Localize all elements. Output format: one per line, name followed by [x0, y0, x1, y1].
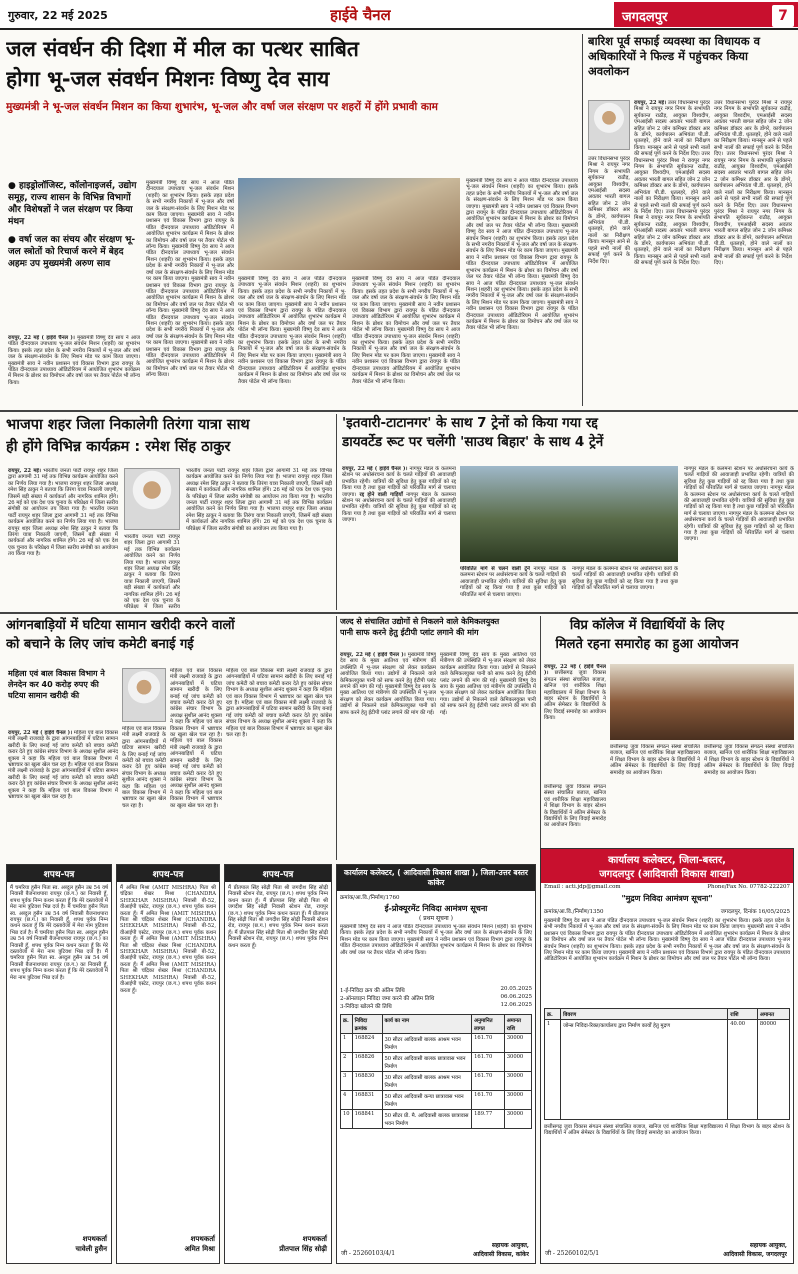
- sidebar-body-col-2: उत्तर विधानसभा पुरंदर मिश्रा ने रायपुर नगर निगम के सभापति सूर्यकान्त राठौड़, आयुक्त विश्वदीप, एमआईसी सदस्य अवतार भारती बागल सहित जोन 2 जोन कमिश्नर डॉक्टर आर के डोंगरे, कार्यपालन अभियंता पी.डी. धृतलहरे, होने वाले नालों का निरीक्षण किया। मानसून आने से पहले सभी नालों की सफाई पूर्ण करने के निर्देश दिए। उत्तर विधानसभा पुरंदर मिश्रा ने रायपुर नगर निगम के सभापति सूर्यकान्त राठौड़, आयुक्त विश्वदीप, एमआईसी सदस्य अवतार भारती बागल सहित जोन 2 जोन कमिश्नर डॉक्टर आर के डोंगरे, कार्यपालन अभियंता पी.डी. धृतलहरे, होने वाले नालों का निरीक्षण किया। मानसून आने से पहले सभी नालों की सफाई पूर्ण करने के निर्देश दिए। उत्तर विधानसभा पुरंदर मिश्रा ने रायपुर नगर निगम के सभापति सूर्यकान्त राठौड़, आयुक्त विश्वदीप, एमआईसी सदस्य अवतार भारती बागल सहित जोन 2 जोन कमिश्नर डॉक्टर आर के डोंगरे, कार्यपालन अभियंता पी.डी. धृतलहरे, होने वाले नालों का निरीक्षण किया। मानसून आने से पहले सभी नालों की सफाई पूर्ण करने के निर्देश दिए।: [714, 100, 792, 267]
- sidebar-headline-block: [588, 34, 792, 98]
- tender2-office-line-2: जगदलपुर (आदिवासी विकास शाखा): [599, 869, 735, 880]
- section-divider: [0, 612, 798, 614]
- tender2-intro: मुख्यमंत्री विष्णु देव साय ने आज पंडित दीनदयाल उपाध्याय भू-जल संवर्धन मिशन (शहरी) का शुभारंभ किया। इसके तहत प्रदेश के सभी नगरीय निकायों में भू-जल और वर्षा जल के संरक्षण-संवर्धन के लिए मिशन मोड पर काम किया जाएगा। मुख्यमंत्री साय ने नवीन प्रशासन एवं विकास विभाग द्वारा रायपुर के पंडित दीनदयाल उपाध्याय ऑडिटोरियम में आयोजित शुभारंभ कार्यक्रम में मिशन के ब्रोशर का विमोचन और वर्षा जल पर तैयार पोर्टल भी लॉन्च किया। मुख्यमंत्री विष्णु देव साय ने आज पंडित दीनदयाल उपाध्याय भू-जल संवर्धन मिशन (शहरी) का शुभारंभ किया। इसके तहत प्रदेश के सभी नगरीय निकायों में भू-जल और वर्षा जल के संरक्षण-संवर्धन के लिए मिशन मोड पर काम किया जाएगा। मुख्यमंत्री साय ने नवीन प्रशासन एवं विकास विभाग द्वारा रायपुर के पंडित दीनदयाल उपाध्याय ऑडिटोरियम में आयोजित शुभारंभ कार्यक्रम में मिशन के ब्रोशर का विमोचन और वर्षा जल पर तैयार पोर्टल भी लॉन्च किया।: [544, 918, 790, 963]
- tender-intro: मुख्यमंत्री विष्णु देव साय ने आज पंडित दीनदयाल उपाध्याय भू-जल संवर्धन मिशन (शहरी) का शुभारंभ किया। इसके तहत प्रदेश के सभी नगरीय निकायों में भू-जल और वर्षा जल के संरक्षण-संवर्धन के लिए मिशन मोड पर काम किया जाएगा। मुख्यमंत्री साय ने नवीन प्रशासन एवं विकास विभाग द्वारा रायपुर के पंडित दीनदयाल उपाध्याय ऑडिटोरियम में आयोजित शुभारंभ कार्यक्रम में मिशन के ब्रोशर का विमोचन और वर्षा जल पर तैयार पोर्टल भी लॉन्च किया।: [340, 924, 532, 956]
- table-header: क्र.: [341, 1015, 353, 1034]
- affidavit-notice-1: [6, 864, 112, 1264]
- table-row: 1 168824 30 सीटर आदिवासी बालक आश्रम भवन निर्माण 161.70 30000: [341, 1034, 532, 1053]
- tender-table-wrap: [337, 1012, 535, 1131]
- lead-photo: [238, 178, 460, 270]
- affidavit-signer-label: शपथकर्ता: [82, 1234, 107, 1243]
- tender2-phone: Phone/Fax No. 07782-222207: [707, 884, 790, 890]
- etp-headline-2: पानी साफ करने हेतु ईटीपी प्लांट लगाने की मांग: [340, 628, 479, 637]
- train-photo: [460, 466, 678, 562]
- table-row: 2 168826 50 सीटर आदिवासी बालक छात्रावास भवन निर्माण 161.70 30000: [341, 1053, 532, 1072]
- table-row: 10 168841 50 सीटर प्री. मै. आदिवासी बालक छात्रावास भवन निर्माण 189.77 30000: [341, 1110, 532, 1129]
- tender-date-row: 1-ई-निविदा क्रय की अंतिम तिथि 20.05.2025: [340, 986, 532, 994]
- trains-body-col-3: नागपुर मंडल के कलमना स्टेशन पर अधोसंरचना कार्य के चलते गाड़ियों की आवाजाही प्रभावित रहेगी। यात्रियों की सुविधा हेतु कुछ गाड़ियों को रद्द किया गया है तथा कुछ गाड़ियों को परिवर्तित मार्ग से चलाया जाएगा।: [572, 566, 678, 592]
- lead-bullet-1: ● हाइड्रोलॉजिस्ट, कॉलोनाइजर्स, उद्योग समूह, राज्य शासन के विभिन्न विभागों और विशेषज्ञों ने जल संरक्षण पर किया मंथन: [8, 181, 137, 227]
- trains-body-col-4: नागपुर मंडल के कलमना स्टेशन पर अधोसंरचना कार्य के चलते गाड़ियों की आवाजाही प्रभावित रहेगी। यात्रियों की सुविधा हेतु कुछ गाड़ियों को रद्द किया गया है तथा कुछ गाड़ियों को परिवर्तित मार्ग से चलाया जाएगा। नागपुर मंडल के कलमना स्टेशन पर अधोसंरचना कार्य के चलते गाड़ियों की आवाजाही प्रभावित रहेगी। यात्रियों की सुविधा हेतु कुछ गाड़ियों को रद्द किया गया है तथा कुछ गाड़ियों को परिवर्तित मार्ग से चलाया जाएगा। नागपुर मंडल के कलमना स्टेशन पर अधोसंरचना कार्य के चलते गाड़ियों की आवाजाही प्रभावित रहेगी। यात्रियों की सुविधा हेतु कुछ गाड़ियों को रद्द किया गया है तथा कुछ गाड़ियों को परिवर्तित मार्ग से चलाया जाएगा।: [684, 466, 794, 543]
- aganwadi-dateline: रायपुर, 22 मई ( हाईवे चैनल )।: [8, 730, 73, 736]
- etp-headline-1: जल्द से संचालित उद्योगों से निकलने वाले केमिकलयुक्त: [340, 617, 500, 626]
- table-row: 4 168831 50 सीटर आदिवासी कन्या छात्रावास भवन निर्माण 161.70 30000: [341, 1091, 532, 1110]
- tender-signature-2: आदिवासी विकास, कांकेर: [473, 1251, 529, 1258]
- tender-table: [340, 1014, 532, 1129]
- lead-body-col-3: मुख्यमंत्री विष्णु देव साय ने आज पंडित दीनदयाल उपाध्याय भू-जल संवर्धन मिशन (शहरी) का शुभारंभ किया। इसके तहत प्रदेश के सभी नगरीय निकायों में भू-जल और वर्षा जल के संरक्षण-संवर्धन के लिए मिशन मोड पर काम किया जाएगा। मुख्यमंत्री साय ने नवीन प्रशासन एवं विकास विभाग द्वारा रायपुर के पंडित दीनदयाल उपाध्याय ऑडिटोरियम में आयोजित शुभारंभ कार्यक्रम में मिशन के ब्रोशर का विमोचन और वर्षा जल पर तैयार पोर्टल भी लॉन्च किया। मुख्यमंत्री विष्णु देव साय ने आज पंडित दीनदयाल उपाध्याय भू-जल संवर्धन मिशन (शहरी) का शुभारंभ किया। इसके तहत प्रदेश के सभी नगरीय निकायों में भू-जल और वर्षा जल के संरक्षण-संवर्धन के लिए मिशन मोड पर काम किया जाएगा। मुख्यमंत्री साय ने नवीन प्रशासन एवं विकास विभाग द्वारा रायपुर के पंडित दीनदयाल उपाध्याय ऑडिटोरियम में आयोजित शुभारंभ कार्यक्रम में मिशन के ब्रोशर का विमोचन और वर्षा जल पर तैयार पोर्टल भी लॉन्च किया।: [238, 276, 346, 385]
- tender2-date: जगदलपुर, दिनांक 16/05/2025: [720, 909, 790, 915]
- aganwadi-body-col-1: रायपुर, 22 मई ( हाईवे चैनल )। महिला एवं बाल विकास मंत्री लक्ष्मी राजवाड़े के द्वारा आंगनबाड़ियों में घटिया सामान खरीदी के लिए बनाई गई जांच कमेटी को बचाव कमेटी करार देते हुए कांग्रेस संचार विभाग के अध्यक्ष सुशील आनंद शुक्ला ने कहा कि महिला एवं बाल विकास विभाग में भ्रष्टाचार का खुला खेल चल रहा है। महिला एवं बाल विकास मंत्री लक्ष्मी राजवाड़े के द्वारा आंगनबाड़ियों में घटिया सामान खरीदी के लिए बनाई गई जांच कमेटी को बचाव कमेटी करार देते हुए कांग्रेस संचार विभाग के अध्यक्ष सुशील आनंद शुक्ला ने कहा कि महिला एवं बाल विकास विभाग में भ्रष्टाचार का खुला खेल चल रहा है।: [8, 730, 118, 801]
- table-row: 1 जोन्स निविदा-रिक्त/कार्यालय द्वारा निर्माण कार्यों हेतु मुद्रण 40.00 80000: [545, 1020, 790, 1120]
- vipra-group-photo: [610, 664, 794, 740]
- aganwadi-body-col-2b: महिला एवं बाल विकास मंत्री लक्ष्मी राजवाड़े के द्वारा आंगनबाड़ियों में घटिया सामान खरीदी के लिए बनाई गई जांच कमेटी को बचाव कमेटी करार देते हुए कांग्रेस संचार विभाग के अध्यक्ष सुशील आनंद शुक्ला ने कहा कि महिला एवं बाल विकास विभाग में भ्रष्टाचार का खुला खेल चल रहा है।: [122, 726, 166, 809]
- affidavit-body: मैं चमरिया हुसैन पिता स्व. अब्दुल हुसैन उम्र 54 वर्ष निवासी बैजनाथपारा रायपुर (छ.ग.) का निवासी हूँ, शपथ पूर्वक निम्न कथन करता हूँ कि मेरे दस्तावेजों में मेरा नाम त्रुटिवश भिन्न दर्ज है। मैं चमरिया हुसैन पिता स्व. अब्दुल हुसैन उम्र 54 वर्ष निवासी बैजनाथपारा रायपुर (छ.ग.) का निवासी हूँ, शपथ पूर्वक निम्न कथन करता हूँ कि मेरे दस्तावेजों में मेरा नाम त्रुटिवश भिन्न दर्ज है। मैं चमरिया हुसैन पिता स्व. अब्दुल हुसैन उम्र 54 वर्ष निवासी बैजनाथपारा रायपुर (छ.ग.) का निवासी हूँ, शपथ पूर्वक निम्न कथन करता हूँ कि मेरे दस्तावेजों में मेरा नाम त्रुटिवश भिन्न दर्ज है। मैं चमरिया हुसैन पिता स्व. अब्दुल हुसैन उम्र 54 वर्ष निवासी बैजनाथपारा रायपुर (छ.ग.) का निवासी हूँ, शपथ पूर्वक निम्न कथन करता हूँ कि मेरे दस्तावेजों में मेरा नाम त्रुटिवश भिन्न दर्ज है।: [10, 885, 108, 981]
- lead-headline-line-2: होगा भू-जल संवर्धन मिशनः विष्णु देव साय: [6, 67, 330, 91]
- aganwadi-portrait: [122, 668, 166, 722]
- lead-headline-line-1: जल संवर्धन की दिशा में मील का पत्थर साबित: [6, 37, 359, 61]
- trains-headline-2: डायवर्टेड रूट पर चलेंगी 'साउथ बिहार' के साथ 4 ट्रेनें: [342, 434, 604, 450]
- affidavit-notice-3: [224, 864, 332, 1264]
- aganwadi-body-col-2: महिला एवं बाल विकास मंत्री लक्ष्मी राजवाड़े के द्वारा आंगनबाड़ियों में घटिया सामान खरीदी के लिए बनाई गई जांच कमेटी को बचाव कमेटी करार देते हुए कांग्रेस संचार विभाग के अध्यक्ष सुशील आनंद शुक्ला ने कहा कि महिला एवं बाल विकास विभाग में भ्रष्टाचार का खुला खेल चल रहा है। महिला एवं बाल विकास मंत्री लक्ष्मी राजवाड़े के द्वारा आंगनबाड़ियों में घटिया सामान खरीदी के लिए बनाई गई जांच कमेटी को बचाव कमेटी करार देते हुए कांग्रेस संचार विभाग के अध्यक्ष सुशील आनंद शुक्ला ने कहा कि महिला एवं बाल विकास विभाग में भ्रष्टाचार का खुला खेल चल रहा है।: [170, 668, 222, 809]
- affidavit-signer-name: प्रीतपाल सिंह सोढ़ी: [279, 1244, 327, 1253]
- aganwadi-headline-1: आंगनबाड़ियों में घटिया सामान खरीदी करने वालों: [6, 618, 235, 633]
- affidavit-notice-2: [116, 864, 220, 1264]
- tender-notice-kanker: [336, 864, 536, 1264]
- affidavit-title: शपथ-पत्र: [117, 865, 219, 882]
- aganwadi-headline-2: को बचाने के लिए जांच कमेटी बनाई गई: [6, 637, 194, 652]
- lead-body-text: मुख्यमंत्री विष्णु देव साय ने आज पंडित दीनदयाल उपाध्याय भू-जल संवर्धन मिशन (शहरी) का शुभारंभ किया। इसके तहत प्रदेश के सभी नगरीय निकायों में भू-जल और वर्षा जल के संरक्षण-संवर्धन के लिए मिशन मोड पर काम किया जाएगा। मुख्यमंत्री साय ने नवीन प्रशासन एवं विकास विभाग द्वारा रायपुर के पंडित दीनदयाल उपाध्याय ऑडिटोरियम में आयोजित शुभारंभ कार्यक्रम में मिशन के ब्रोशर का विमोचन और वर्षा जल पर तैयार पोर्टल भी लॉन्च किया।: [8, 335, 140, 386]
- vipra-body-col-3: छत्तीसगढ़ जुवा विकास संगठन संस्था संचालित बजाज, खनिज एवं शारीरिक शिक्षा महाविद्यालय में शिक्षा विभाग के बाहर स्टेशन के विद्यार्थियों ने अंतिम सेमेस्टर के विद्यार्थियों के लिए विदाई समारोह का आयोजन किया।: [704, 744, 794, 776]
- tiranga-body-col-1: रायपुर, 22 मई। भारतीय जनता पार्टी रायपुर शहर जिला द्वारा आगामी 31 मई तक विभिन्न कार्यक्रम आयोजित करने का निर्णय लिया गया है। भाजपा रायपुर शहर जिला अध्यक्ष रमेश सिंह ठाकुर ने बताया कि तिरंगा यात्रा निकाली जाएगी, जिसमें बड़ी संख्या में कार्यकर्ता और नागरिक शामिल होंगे। 26 मई को एक देश एक चुनाव के परिप्रेक्ष्य में जिला स्तरीय संगोष्ठी का आयोजन तय किया गया है। भारतीय जनता पार्टी रायपुर शहर जिला द्वारा आगामी 31 मई तक विभिन्न कार्यक्रम आयोजित करने का निर्णय लिया गया है। भाजपा रायपुर शहर जिला अध्यक्ष रमेश सिंह ठाकुर ने बताया कि तिरंगा यात्रा निकाली जाएगी, जिसमें बड़ी संख्या में कार्यकर्ता और नागरिक शामिल होंगे। 26 मई को एक देश एक चुनाव के परिप्रेक्ष्य में जिला स्तरीय संगोष्ठी का आयोजन तय किया गया है।: [8, 468, 118, 558]
- column-divider: [336, 414, 337, 610]
- lead-body-col-2: मुख्यमंत्री विष्णु देव साय ने आज पंडित दीनदयाल उपाध्याय भू-जल संवर्धन मिशन (शहरी) का शुभारंभ किया। इसके तहत प्रदेश के सभी नगरीय निकायों में भू-जल और वर्षा जल के संरक्षण-संवर्धन के लिए मिशन मोड पर काम किया जाएगा। मुख्यमंत्री साय ने नवीन प्रशासन एवं विकास विभाग द्वारा रायपुर के पंडित दीनदयाल उपाध्याय ऑडिटोरियम में आयोजित शुभारंभ कार्यक्रम में मिशन के ब्रोशर का विमोचन और वर्षा जल पर तैयार पोर्टल भी लॉन्च किया। मुख्यमंत्री विष्णु देव साय ने आज पंडित दीनदयाल उपाध्याय भू-जल संवर्धन मिशन (शहरी) का शुभारंभ किया। इसके तहत प्रदेश के सभी नगरीय निकायों में भू-जल और वर्षा जल के संरक्षण-संवर्धन के लिए मिशन मोड पर काम किया जाएगा। मुख्यमंत्री साय ने नवीन प्रशासन एवं विकास विभाग द्वारा रायपुर के पंडित दीनदयाल उपाध्याय ऑडिटोरियम में आयोजित शुभारंभ कार्यक्रम में मिशन के ब्रोशर का विमोचन और वर्षा जल पर तैयार पोर्टल भी लॉन्च किया। मुख्यमंत्री विष्णु देव साय ने आज पंडित दीनदयाल उपाध्याय भू-जल संवर्धन मिशन (शहरी) का शुभारंभ किया। इसके तहत प्रदेश के सभी नगरीय निकायों में भू-जल और वर्षा जल के संरक्षण-संवर्धन के लिए मिशन मोड पर काम किया जाएगा। मुख्यमंत्री साय ने नवीन प्रशासन एवं विकास विभाग द्वारा रायपुर के पंडित दीनदयाल उपाध्याय ऑडिटोरियम में आयोजित शुभारंभ कार्यक्रम में मिशन के ब्रोशर का विमोचन और वर्षा जल पर तैयार पोर्टल भी लॉन्च किया।: [146, 180, 234, 379]
- vipra-headline-block: [500, 616, 794, 660]
- tender2-terms: छत्तीसगढ़ जुवा विकास संगठन संस्था संचालित बजाज, खनिज एवं शारीरिक शिक्षा महाविद्यालय में शिक्षा विभाग के बाहर स्टेशन के विद्यार्थियों ने अंतिम सेमेस्टर के विद्यार्थियों के लिए विदाई समारोह का आयोजन किया।: [544, 1124, 790, 1137]
- city-label: जगदलपुर: [622, 10, 668, 25]
- table-header: क्र.: [545, 1009, 561, 1020]
- affidavit-signer-label: शपथकर्ता: [302, 1234, 327, 1243]
- trains-headline-block: [342, 414, 794, 464]
- etp-body-col-1: रायपुर, 22 मई ( हाईवे चैनल )। मुख्यमंत्री विष्णु देव साय के मुख्य आतिथ्य एवं मंत्रीगण की उपस्थिति में भू-जल संरक्षण को लेकर कार्यक्रम आयोजित किया गया। उद्योगों से निकलने वाले केमिकलयुक्त पानी को साफ करने हेतु ईटीपी प्लांट लगाने की मांग की गई। मुख्यमंत्री विष्णु देव साय के मुख्य आतिथ्य एवं मंत्रीगण की उपस्थिति में भू-जल संरक्षण को लेकर कार्यक्रम आयोजित किया गया। उद्योगों से निकलने वाले केमिकलयुक्त पानी को साफ करने हेतु ईटीपी प्लांट लगाने की मांग की गई।: [340, 652, 436, 716]
- tender2-office: [541, 849, 793, 883]
- trains-subhead-diverted: परिवर्तित मार्ग से चलने वाली ट्रेनें: [460, 566, 530, 572]
- vipra-headline-1: विप्र कॉलेज में विद्यार्थियों के लिए: [569, 618, 725, 633]
- tender-date-list: [337, 984, 535, 1012]
- lead-bullets: [8, 180, 140, 330]
- vipra-body-col-2: छत्तीसगढ़ जुवा विकास संगठन संस्था संचालित बजाज, खनिज एवं शारीरिक शिक्षा महाविद्यालय में शिक्षा विभाग के बाहर स्टेशन के विद्यार्थियों ने अंतिम सेमेस्टर के विद्यार्थियों के लिए विदाई समारोह का आयोजन किया।: [610, 744, 700, 776]
- table-header: कार्य का नाम: [382, 1015, 472, 1034]
- table-header: राशि: [728, 1009, 758, 1020]
- tender2-table: [544, 1008, 790, 1120]
- sidebar-headline: बारिश पूर्व सफाई व्यवस्था का विधायक व अधिकारियों ने फिल्ड में पहुंचकर किया अवलोकन: [588, 34, 760, 78]
- page-number: 7: [772, 5, 794, 27]
- lead-body-col-5: मुख्यमंत्री विष्णु देव साय ने आज पंडित दीनदयाल उपाध्याय भू-जल संवर्धन मिशन (शहरी) का शुभारंभ किया। इसके तहत प्रदेश के सभी नगरीय निकायों में भू-जल और वर्षा जल के संरक्षण-संवर्धन के लिए मिशन मोड पर काम किया जाएगा। मुख्यमंत्री साय ने नवीन प्रशासन एवं विकास विभाग द्वारा रायपुर के पंडित दीनदयाल उपाध्याय ऑडिटोरियम में आयोजित शुभारंभ कार्यक्रम में मिशन के ब्रोशर का विमोचन और वर्षा जल पर तैयार पोर्टल भी लॉन्च किया। मुख्यमंत्री विष्णु देव साय ने आज पंडित दीनदयाल उपाध्याय भू-जल संवर्धन मिशन (शहरी) का शुभारंभ किया। इसके तहत प्रदेश के सभी नगरीय निकायों में भू-जल और वर्षा जल के संरक्षण-संवर्धन के लिए मिशन मोड पर काम किया जाएगा। मुख्यमंत्री साय ने नवीन प्रशासन एवं विकास विभाग द्वारा रायपुर के पंडित दीनदयाल उपाध्याय ऑडिटोरियम में आयोजित शुभारंभ कार्यक्रम में मिशन के ब्रोशर का विमोचन और वर्षा जल पर तैयार पोर्टल भी लॉन्च किया। मुख्यमंत्री विष्णु देव साय ने आज पंडित दीनदयाल उपाध्याय भू-जल संवर्धन मिशन (शहरी) का शुभारंभ किया। इसके तहत प्रदेश के सभी नगरीय निकायों में भू-जल और वर्षा जल के संरक्षण-संवर्धन के लिए मिशन मोड पर काम किया जाएगा। मुख्यमंत्री साय ने नवीन प्रशासन एवं विकास विभाग द्वारा रायपुर के पंडित दीनदयाल उपाध्याय ऑडिटोरियम में आयोजित शुभारंभ कार्यक्रम में मिशन के ब्रोशर का विमोचन और वर्षा जल पर तैयार पोर्टल भी लॉन्च किया।: [466, 178, 578, 332]
- affidavit-title: शपथ-पत्र: [225, 865, 331, 882]
- ramesh-thakur-portrait: [124, 468, 180, 530]
- affidavit-body: मैं प्रीतपाल सिंह सोढ़ी पिता श्री जगदीश सिंह सोढ़ी निवासी स्टेशन रोड, रायपुर (छ.ग.) शपथ पूर्वक निम्न कथन करता हूँ। मैं प्रीतपाल सिंह सोढ़ी पिता श्री जगदीश सिंह सोढ़ी निवासी स्टेशन रोड, रायपुर (छ.ग.) शपथ पूर्वक निम्न कथन करता हूँ। मैं प्रीतपाल सिंह सोढ़ी पिता श्री जगदीश सिंह सोढ़ी निवासी स्टेशन रोड, रायपुर (छ.ग.) शपथ पूर्वक निम्न कथन करता हूँ। मैं प्रीतपाल सिंह सोढ़ी पिता श्री जगदीश सिंह सोढ़ी निवासी स्टेशन रोड, रायपुर (छ.ग.) शपथ पूर्वक निम्न कथन करता हूँ।: [228, 885, 329, 949]
- etp-dateline: रायपुर, 22 मई ( हाईवे चैनल )।: [340, 652, 406, 658]
- issue-date: गुरुवार, 22 मई 2025: [8, 9, 108, 22]
- trains-headline-1: 'इतवारी-टाटानगर' के साथ 7 ट्रेनों को किया गया रद्द: [342, 415, 598, 431]
- tiranga-body-col-3: भारतीय जनता पार्टी रायपुर शहर जिला द्वारा आगामी 31 मई तक विभिन्न कार्यक्रम आयोजित करने का निर्णय लिया गया है। भाजपा रायपुर शहर जिला अध्यक्ष रमेश सिंह ठाकुर ने बताया कि तिरंगा यात्रा निकाली जाएगी, जिसमें बड़ी संख्या में कार्यकर्ता और नागरिक शामिल होंगे। 26 मई को एक देश एक चुनाव के परिप्रेक्ष्य में जिला स्तरीय संगोष्ठी का आयोजन तय किया गया है। भारतीय जनता पार्टी रायपुर शहर जिला द्वारा आगामी 31 मई तक विभिन्न कार्यक्रम आयोजित करने का निर्णय लिया गया है। भाजपा रायपुर शहर जिला अध्यक्ष रमेश सिंह ठाकुर ने बताया कि तिरंगा यात्रा निकाली जाएगी, जिसमें बड़ी संख्या में कार्यकर्ता और नागरिक शामिल होंगे। 26 मई को एक देश एक चुनाव के परिप्रेक्ष्य में जिला स्तरीय संगोष्ठी का आयोजन तय किया गया है।: [186, 468, 332, 532]
- aganwadi-body-col-3: महिला एवं बाल विकास मंत्री लक्ष्मी राजवाड़े के द्वारा आंगनबाड़ियों में घटिया सामान खरीदी के लिए बनाई गई जांच कमेटी को बचाव कमेटी करार देते हुए कांग्रेस संचार विभाग के अध्यक्ष सुशील आनंद शुक्ला ने कहा कि महिला एवं बाल विकास विभाग में भ्रष्टाचार का खुला खेल चल रहा है। महिला एवं बाल विकास मंत्री लक्ष्मी राजवाड़े के द्वारा आंगनबाड़ियों में घटिया सामान खरीदी के लिए बनाई गई जांच कमेटी को बचाव कमेटी करार देते हुए कांग्रेस संचार विभाग के अध्यक्ष सुशील आनंद शुक्ला ने कहा कि महिला एवं बाल विकास विभाग में भ्रष्टाचार का खुला खेल चल रहा है।: [226, 668, 332, 739]
- column-divider: [336, 616, 337, 860]
- tender2-title: "मुद्रण निविदा आमंत्रण सूचना": [621, 893, 713, 903]
- tender2-signature-1: सहायक आयुक्त,: [749, 1242, 787, 1249]
- trains-body-col-2: परिवर्तित मार्ग से चलने वाली ट्रेनें नागपुर मंडल के कलमना स्टेशन पर अधोसंरचना कार्य के चलते गाड़ियों की आवाजाही प्रभावित रहेगी। यात्रियों की सुविधा हेतु कुछ गाड़ियों को रद्द किया गया है तथा कुछ गाड़ियों को परिवर्तित मार्ग से चलाया जाएगा।: [460, 566, 566, 598]
- tender-date-row: 2-ऑनलाइन निविदा जमा करने की अंतिम तिथि 06.06.2025: [340, 994, 532, 1002]
- tender2-ref: क्रमांक/आ.वि./निर्माण/1350: [544, 909, 604, 915]
- tender-footer-code: जी - 25260103/4/1: [341, 1250, 396, 1257]
- tender2-footer-code: जी - 25260102/5/1: [545, 1250, 600, 1257]
- tender-date-row: 3-निविदा खोलने की तिथि 12.06.2025: [340, 1002, 532, 1010]
- affidavit-signer-name: अमित मिश्रा: [184, 1244, 215, 1253]
- etp-body-col-2: मुख्यमंत्री विष्णु देव साय के मुख्य आतिथ्य एवं मंत्रीगण की उपस्थिति में भू-जल संरक्षण को लेकर कार्यक्रम आयोजित किया गया। उद्योगों से निकलने वाले केमिकलयुक्त पानी को साफ करने हेतु ईटीपी प्लांट लगाने की मांग की गई। मुख्यमंत्री विष्णु देव साय के मुख्य आतिथ्य एवं मंत्रीगण की उपस्थिति में भू-जल संरक्षण को लेकर कार्यक्रम आयोजित किया गया। उद्योगों से निकलने वाले केमिकलयुक्त पानी को साफ करने हेतु ईटीपी प्लांट लगाने की मांग की गई।: [440, 652, 536, 716]
- tiranga-headline-1: भाजपा शहर जिला निकालेगी तिरंगा यात्रा साथ: [6, 417, 250, 433]
- table-header: अमानत: [757, 1009, 789, 1020]
- tender-office-title: कार्यालय कलेक्टर, ( आदिवासी विकास शाखा ), जिला-उत्तर बस्तर कांकेर: [337, 865, 535, 891]
- aganwadi-kicker: [8, 668, 118, 726]
- trains-body-col-1: रायपुर, 22 मई ( हाईवे चैनल )। नागपुर मंडल के कलमना स्टेशन पर अधोसंरचना कार्य के चलते गाड़ियों की आवाजाही प्रभावित रहेगी। यात्रियों की सुविधा हेतु कुछ गाड़ियों को रद्द किया गया है तथा कुछ गाड़ियों को परिवर्तित मार्ग से चलाया जाएगा। रद्द होने वाली गाड़ियाँ नागपुर मंडल के कलमना स्टेशन पर अधोसंरचना कार्य के चलते गाड़ियों की आवाजाही प्रभावित रहेगी। यात्रियों की सुविधा हेतु कुछ गाड़ियों को रद्द किया गया है तथा कुछ गाड़ियों को परिवर्तित मार्ग से चलाया जाएगा।: [342, 466, 456, 524]
- section-divider: [0, 410, 798, 412]
- mla-portrait: [588, 100, 630, 150]
- vipra-dateline: रायपुर, 22 मई ( हाईवे चैनल )।: [544, 664, 606, 677]
- tender2-email: Email : acti.jdp@gmail.com: [544, 884, 621, 890]
- affidavit-body: मैं अमित मिश्रा (AMIT MISHRA) पिता श्री चंद्रिका शेखर मिश्रा (CHANDRA SHEKHAR MISHRA) निवासी बी-52, वीआईपी एस्टेट, रायपुर (छ.ग.) शपथ पूर्वक कथन करता हूँ। मैं अमित मिश्रा (AMIT MISHRA) पिता श्री चंद्रिका शेखर मिश्रा (CHANDRA SHEKHAR MISHRA) निवासी बी-52, वीआईपी एस्टेट, रायपुर (छ.ग.) शपथ पूर्वक कथन करता हूँ। मैं अमित मिश्रा (AMIT MISHRA) पिता श्री चंद्रिका शेखर मिश्रा (CHANDRA SHEKHAR MISHRA) निवासी बी-52, वीआईपी एस्टेट, रायपुर (छ.ग.) शपथ पूर्वक कथन करता हूँ। मैं अमित मिश्रा (AMIT MISHRA) पिता श्री चंद्रिका शेखर मिश्रा (CHANDRA SHEKHAR MISHRA) निवासी बी-52, वीआईपी एस्टेट, रायपुर (छ.ग.) शपथ पूर्वक कथन करता हूँ।: [120, 885, 217, 994]
- tender-signature-1: सहायक आयुक्त,: [491, 1242, 529, 1249]
- tender-notice-bastar: [540, 848, 794, 1264]
- masthead: [0, 0, 798, 30]
- tender-ref: क्रमांक/आ.वि./निर्माण/1760: [340, 895, 400, 901]
- tiranga-headline-2: ही होंगे विभिन्न कार्यक्रम : रमेश सिंह ठाकुर: [6, 439, 231, 455]
- tiranga-headline-block: [6, 414, 332, 464]
- edition-city: [614, 2, 798, 27]
- tender2-signature-2: आदिवासी विकास, जगदलपुर: [723, 1251, 787, 1258]
- vipra-body-col-1b: छत्तीसगढ़ जुवा विकास संगठन संस्था संचालित बजाज, खनिज एवं शारीरिक शिक्षा महाविद्यालय में शिक्षा विभाग के बाहर स्टेशन के विद्यार्थियों ने अंतिम सेमेस्टर के विद्यार्थियों के लिए विदाई समारोह का आयोजन किया।: [544, 784, 606, 829]
- affidavit-signer-label: शपथकर्ता: [190, 1234, 215, 1243]
- affidavit-signer-name: चावेली हुसैन: [75, 1244, 107, 1253]
- lead-body-col-4: मुख्यमंत्री विष्णु देव साय ने आज पंडित दीनदयाल उपाध्याय भू-जल संवर्धन मिशन (शहरी) का शुभारंभ किया। इसके तहत प्रदेश के सभी नगरीय निकायों में भू-जल और वर्षा जल के संरक्षण-संवर्धन के लिए मिशन मोड पर काम किया जाएगा। मुख्यमंत्री साय ने नवीन प्रशासन एवं विकास विभाग द्वारा रायपुर के पंडित दीनदयाल उपाध्याय ऑडिटोरियम में आयोजित शुभारंभ कार्यक्रम में मिशन के ब्रोशर का विमोचन और वर्षा जल पर तैयार पोर्टल भी लॉन्च किया। मुख्यमंत्री विष्णु देव साय ने आज पंडित दीनदयाल उपाध्याय भू-जल संवर्धन मिशन (शहरी) का शुभारंभ किया। इसके तहत प्रदेश के सभी नगरीय निकायों में भू-जल और वर्षा जल के संरक्षण-संवर्धन के लिए मिशन मोड पर काम किया जाएगा। मुख्यमंत्री साय ने नवीन प्रशासन एवं विकास विभाग द्वारा रायपुर के पंडित दीनदयाल उपाध्याय ऑडिटोरियम में आयोजित शुभारंभ कार्यक्रम में मिशन के ब्रोशर का विमोचन और वर्षा जल पर तैयार पोर्टल भी लॉन्च किया।: [352, 276, 460, 385]
- lead-subheadline: मुख्यमंत्री ने भू-जल संवर्धन मिशन का किया शुभारंभ, भू-जल और वर्षा जल संरक्षण पर शहरों में होंगे प्रभावी काम: [6, 101, 438, 113]
- lead-dateline: रायपुर, 22 मई ( हाईवे चैनल )।: [8, 335, 75, 341]
- trains-subhead-cancelled: रद्द होने वाली गाड़ियाँ: [359, 491, 403, 498]
- newspaper-title: हाईवे चैनल: [330, 6, 391, 24]
- column-divider: [582, 34, 583, 406]
- vipra-headline-2: मिलते रहना समारोह का हुआ आयोजन: [555, 637, 739, 652]
- affidavit-title: शपथ-पत्र: [7, 865, 111, 882]
- tender-title: ई-प्रोक्यूरमेंट निविदा आमंत्रण सूचना: [384, 903, 488, 913]
- table-header: अनुमानित लागत: [472, 1015, 505, 1034]
- aganwadi-kicker-text: महिला एवं बाल विकास विभाग ने लेनदेन कर 40 करोड़ रुपए की घटिया सामान खरीदी की: [8, 669, 105, 700]
- tiranga-dateline: रायपुर, 22 मई।: [8, 468, 41, 474]
- table-header: विवरण: [561, 1009, 728, 1020]
- vipra-body-col-1: रायपुर, 22 मई ( हाईवे चैनल )। छत्तीसगढ़ जुवा विकास संगठन संस्था संचालित बजाज, खनिज एवं शारीरिक शिक्षा महाविद्यालय में शिक्षा विभाग के बाहर स्टेशन के विद्यार्थियों ने अंतिम सेमेस्टर के विद्यार्थियों के लिए विदाई समारोह का आयोजन किया।: [544, 664, 606, 722]
- trains-dateline: रायपुर, 22 मई ( हाईवे चैनल )।: [342, 466, 408, 472]
- table-header: अमानत राशि: [504, 1015, 531, 1034]
- lead-body-col-1: [8, 335, 140, 405]
- tender2-contact-row: [541, 883, 793, 891]
- tiranga-body-col-2: भारतीय जनता पार्टी रायपुर शहर जिला द्वारा आगामी 31 मई तक विभिन्न कार्यक्रम आयोजित करने का निर्णय लिया गया है। भाजपा रायपुर शहर जिला अध्यक्ष रमेश सिंह ठाकुर ने बताया कि तिरंगा यात्रा निकाली जाएगी, जिसमें बड़ी संख्या में कार्यकर्ता और नागरिक शामिल होंगे। 26 मई को एक देश एक चुनाव के परिप्रेक्ष्य में जिला स्तरीय: [124, 534, 180, 610]
- table-row: 3 168830 30 सीटर आदिवासी बालक आश्रम भवन निर्माण 161.70 30000: [341, 1072, 532, 1091]
- tender2-ref-row: [541, 906, 793, 916]
- tender2-table-wrap: [541, 1006, 793, 1122]
- lead-headline-block: [6, 34, 576, 164]
- lead-bullet-2: ● वर्षा जल का संचय और संरक्षण भू-जल स्त्रोतों को रिचार्ज करने में बेहद अहमः उप मुख्यमंत्री अरुण साव: [8, 235, 136, 269]
- table-header: निविदा क्रमांक: [352, 1015, 382, 1034]
- sidebar-dateline: रायपुर, 22 मई।: [634, 100, 667, 106]
- tender-subtitle: ( प्रथम सूचना ): [419, 915, 453, 922]
- sidebar-body-col-0: उत्तर विधानसभा पुरंदर मिश्रा ने रायपुर नगर निगम के सभापति सूर्यकान्त राठौड़, आयुक्त विश्वदीप, एमआईसी सदस्य अवतार भारती बागल सहित जोन 2 जोन कमिश्नर डॉक्टर आर के डोंगरे, कार्यपालन अभियंता पी.डी. धृतलहरे, होने वाले नालों का निरीक्षण किया। मानसून आने से पहले सभी नालों की सफाई पूर्ण करने के निर्देश दिए।: [588, 156, 630, 265]
- aganwadi-headline-block: [6, 616, 332, 664]
- sidebar-body-col-1: रायपुर, 22 मई। उत्तर विधानसभा पुरंदर मिश्रा ने रायपुर नगर निगम के सभापति सूर्यकान्त राठौड़, आयुक्त विश्वदीप, एमआईसी सदस्य अवतार भारती बागल सहित जोन 2 जोन कमिश्नर डॉक्टर आर के डोंगरे, कार्यपालन अभियंता पी.डी. धृतलहरे, होने वाले नालों का निरीक्षण किया। मानसून आने से पहले सभी नालों की सफाई पूर्ण करने के निर्देश दिए। उत्तर विधानसभा पुरंदर मिश्रा ने रायपुर नगर निगम के सभापति सूर्यकान्त राठौड़, आयुक्त विश्वदीप, एमआईसी सदस्य अवतार भारती बागल सहित जोन 2 जोन कमिश्नर डॉक्टर आर के डोंगरे, कार्यपालन अभियंता पी.डी. धृतलहरे, होने वाले नालों का निरीक्षण किया। मानसून आने से पहले सभी नालों की सफाई पूर्ण करने के निर्देश दिए। उत्तर विधानसभा पुरंदर मिश्रा ने रायपुर नगर निगम के सभापति सूर्यकान्त राठौड़, आयुक्त विश्वदीप, एमआईसी सदस्य अवतार भारती बागल सहित जोन 2 जोन कमिश्नर डॉक्टर आर के डोंगरे, कार्यपालन अभियंता पी.डी. धृतलहरे, होने वाले नालों का निरीक्षण किया। मानसून आने से पहले सभी नालों की सफाई पूर्ण करने के निर्देश दिए।: [634, 100, 710, 267]
- tender2-office-line-1: कार्यालय कलेक्टर, जिला-बस्तर,: [608, 855, 726, 866]
